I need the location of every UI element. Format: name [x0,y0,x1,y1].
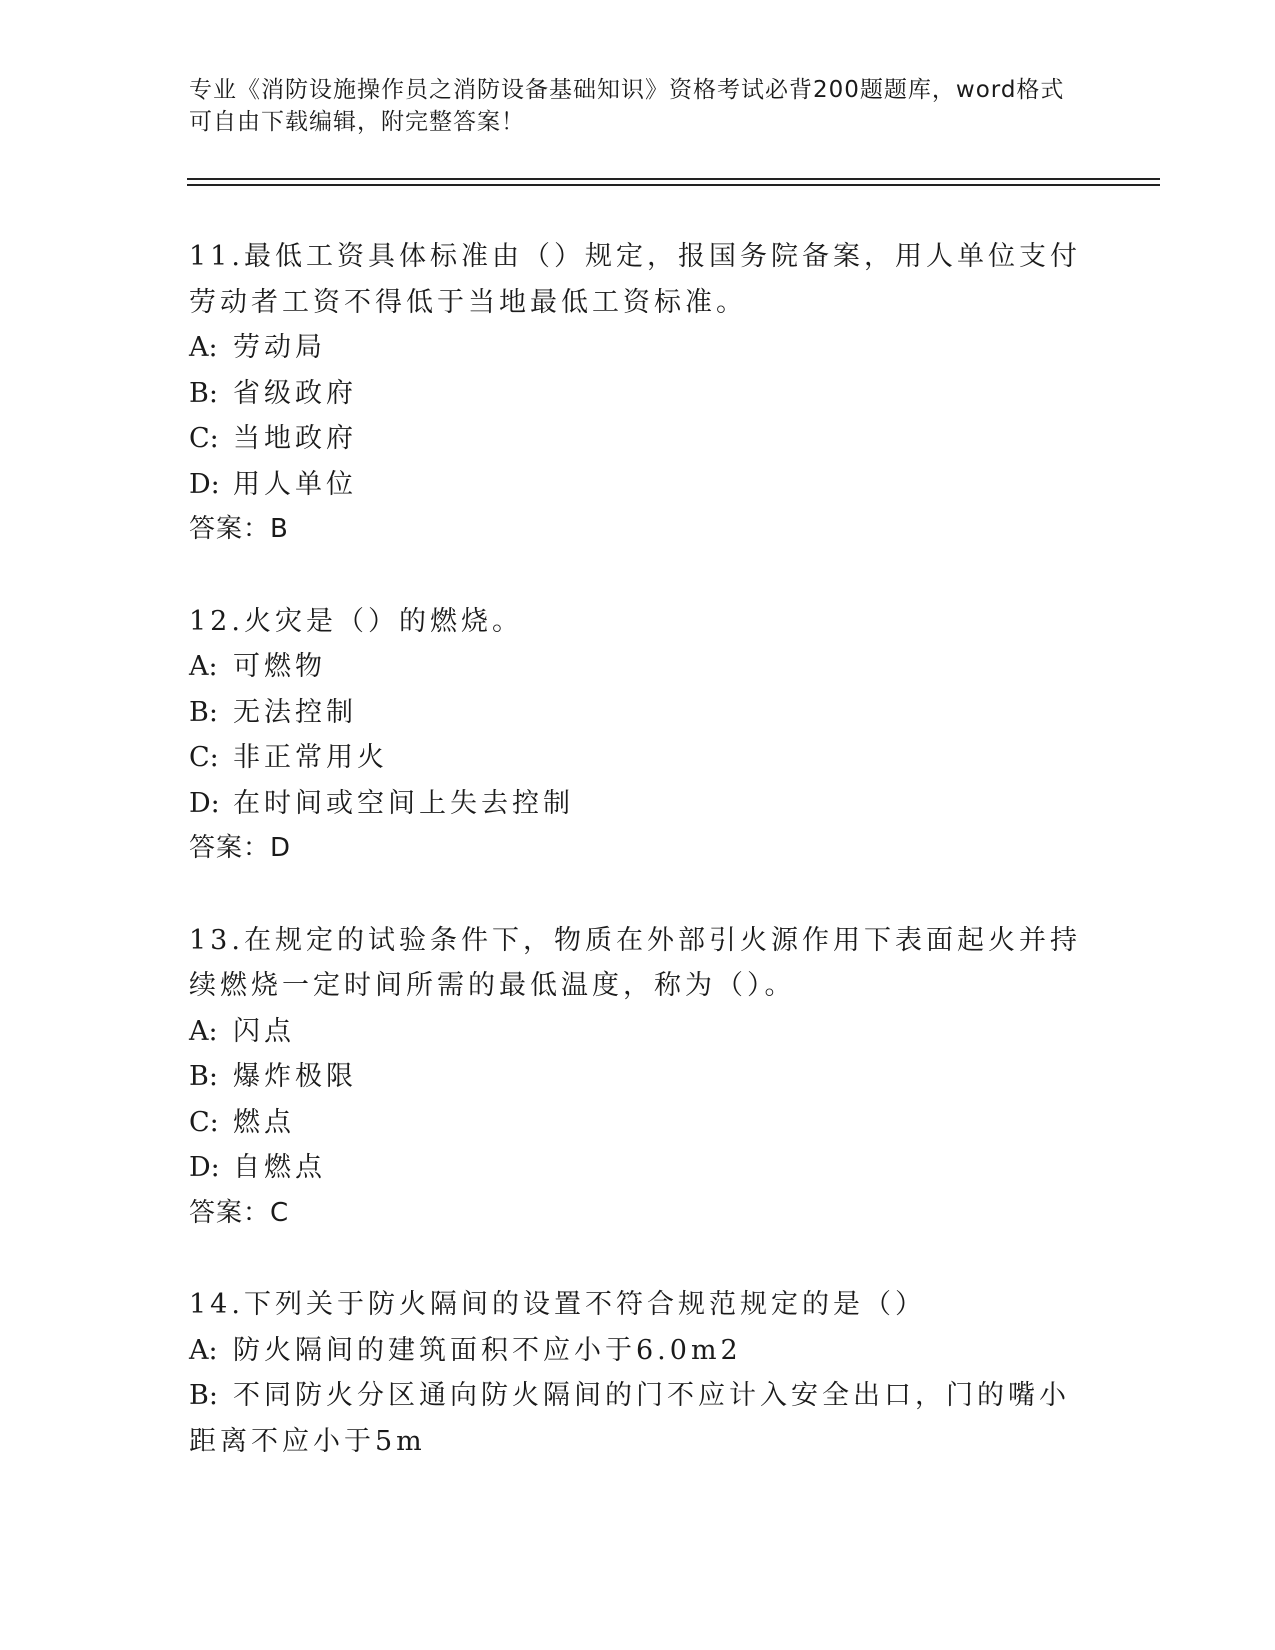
option-text: 无法控制 [233,696,357,728]
question-list [189,234,1089,1464]
option-text: 燃点 [233,1106,295,1138]
answer-label: 答案：D [189,833,292,863]
answer-label: 答案：C [189,1197,290,1228]
option-d [189,781,1089,827]
option-letter: A: [189,1334,218,1366]
question-stem: 13.在规定的试验条件下，物质在外部引火源作用下表面起火并持续燃烧一定时间所需的最低温度，称为（）。 [189,924,1081,1001]
option-letter: C: [189,1106,219,1138]
option-letter: A: [189,1015,218,1047]
spacer [189,872,1089,918]
option-b [189,690,1089,736]
option-text: 不同防火分区通向防火隔间的门不应计入安全出口，门的嘴小距离不应小于5m [189,1380,1070,1457]
document-header-title: 专业《消防设施操作员之消防设备基础知识》资格考试必背200题题库，word格式可自由下载编辑，附完整答案！ [189,77,1065,135]
option-letter: B: [189,696,218,728]
spacer [189,553,1089,599]
header-divider-bottom [187,184,1160,186]
option-letter: A: [189,651,218,682]
option-letter: C: [189,423,219,454]
question-stem: 14.下列关于防火隔间的设置不符合规范规定的是（） [189,1289,926,1320]
question-stem: 11.最低工资具体标准由（）规定，报国务院备案，用人单位支付劳动者工资不得低于当地最低工资标准。 [189,241,1081,318]
option-a [189,325,1089,371]
option-c [189,1100,1089,1146]
question-14 [189,1282,1089,1464]
option-letter: D: [189,787,220,819]
option-text: 当地政府 [233,423,357,454]
option-text: 防火隔间的建筑面积不应小于6.0m2 [233,1334,742,1366]
option-b [189,1054,1089,1100]
option-a [189,644,1089,690]
option-text: 爆炸极限 [233,1061,357,1092]
option-text: 劳动局 [233,332,326,363]
option-letter: B: [189,1061,218,1092]
option-d [189,1145,1089,1191]
option-text: 可燃物 [233,651,326,682]
option-b [189,371,1089,417]
option-text: 用人单位 [233,468,357,500]
option-text: 闪点 [233,1015,295,1047]
option-c [189,416,1089,462]
question-11 [189,234,1089,553]
spacer [189,1236,1089,1282]
option-text: 非正常用火 [233,742,388,773]
header-divider-top [187,178,1160,180]
option-b [189,1373,1089,1464]
option-a [189,1009,1089,1055]
option-letter: D: [189,1152,220,1183]
option-text: 自燃点 [233,1152,326,1183]
option-letter: C: [189,742,219,773]
option-letter: D: [189,468,220,500]
option-d [189,462,1089,508]
option-letter: A: [189,332,218,363]
question-stem: 12.火灾是（）的燃烧。 [189,605,523,637]
option-text: 省级政府 [233,377,357,409]
option-letter: B: [189,1380,218,1411]
option-c [189,735,1089,781]
option-letter: B: [189,377,218,409]
answer-label: 答案：B [189,514,289,544]
option-text: 在时间或空间上失去控制 [233,787,574,819]
question-13 [189,918,1089,1237]
question-12 [189,599,1089,872]
option-a [189,1328,1089,1374]
